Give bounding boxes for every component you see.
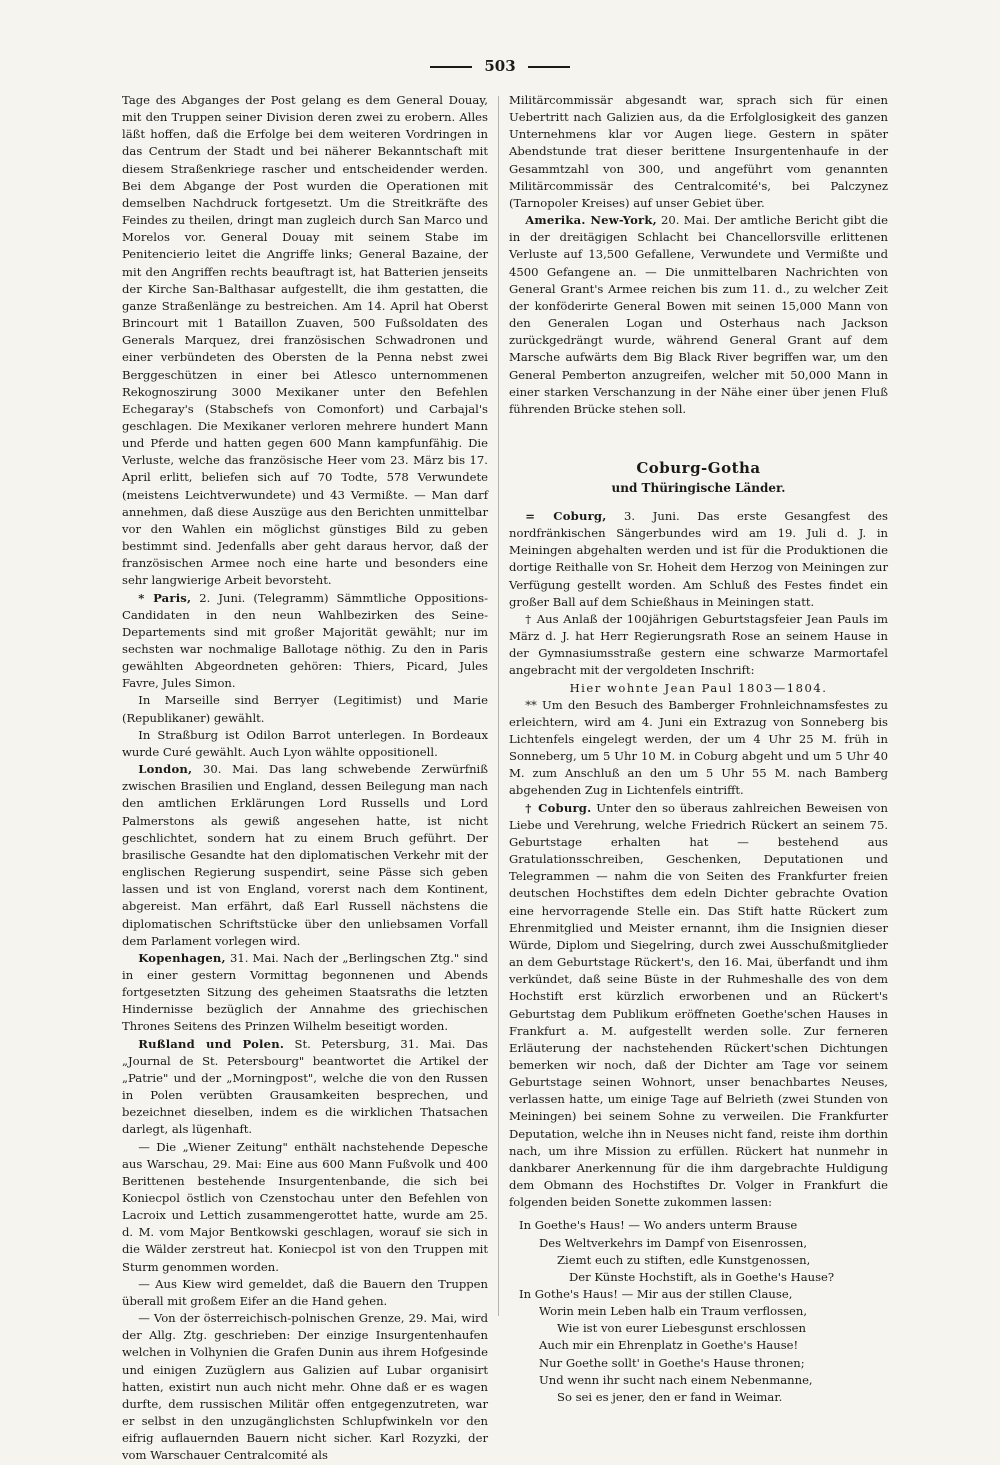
poem-line: Und wenn ihr sucht nach einem Nebenmanne,: [539, 1372, 813, 1387]
poem-line: In Gothe's Haus! — Mir aus der stillen Clause,: [519, 1287, 793, 1301]
article-paragraph: [122, 761, 488, 950]
article-text: ** Um den Besuch des Bamberger Frohnleichnamsfestes zu erleichtern, wird am 4. Juni ein Extrazug von Sonneberg bis Lichtenfels eingelegt werden, der um 4 Uhr 25 M. früh in Sonneberg, um 5 Uhr 10 M. in Coburg abgeht und um 5 Uhr 40 M. zum Anschluß an den um 5 Uhr 55 M. nach Bamberg abgehenden Zug in Lichtenfels eintrifft.: [509, 697, 888, 798]
article-paragraph: [122, 727, 488, 761]
article-text: — Von der österreichisch-polnischen Grenze, 29. Mai, wird der Allg. Ztg. geschrieben: Der einzige Insurgentenhaufen welchen in Volhynien die Grafen Dunin aus ihrem Hofgesinde und einigen Zuzüglern aus Galizien auf Lubar organisirt hatten, existirt nun auch nicht mehr. Ohne daß er es wagen durfte, dem russischen Militär offen entgegenzutreten, war er selbst in den unzugänglichsten Schlupfwinkeln vor den eifrig auflauernden Bauern nicht sicher. Karl Rozyzki, der vom Warschauer Centralcomité als: [122, 1311, 488, 1463]
article-paragraph: [509, 800, 888, 1212]
article-paragraph: [122, 1139, 488, 1276]
article-text: 3. Juni. Das erste Gesangfest des nordfränkischen Sängerbundes wird am 19. Juli d. J. in Meiningen abgehalten werden und ist für die Produktionen die dortige Reithalle von Sr. Hoheit dem Herzog von Meiningen zur Verfügung gestellt worden. Am Schluß des Festes findet ein großer Ball auf dem Schießhaus in Meiningen statt.: [509, 508, 888, 609]
article-text: In Marseille sind Berryer (Legitimist) und Marie (Republikaner) gewählt.: [122, 693, 488, 725]
section-heading-title: Coburg-Gotha: [636, 458, 761, 477]
article-dateline: Amerika. New-York,: [525, 213, 657, 228]
article-paragraph: [122, 1276, 488, 1310]
poem-line: Wie ist von eurer Liebesgunst erschlossen: [557, 1321, 806, 1336]
section-heading-subtitle: und Thüringische Länder.: [611, 480, 786, 495]
article-paragraph: [122, 692, 488, 726]
article-text: — Aus Kiew wird gemeldet, daß die Bauern den Truppen überall mit großem Eifer an die Hand gehen.: [122, 1276, 488, 1308]
article-paragraph: [122, 1310, 488, 1464]
poem-line: Ziemt euch zu stiften, edle Kunstgenossen,: [557, 1252, 811, 1267]
article-text: 31. Mai. Nach der „Berlingschen Ztg." sind in einer gestern Vormittag begonnenen und Abends fortgesetzten Sitzung des geheimen Staatsraths die letzten Hindernisse bezüglich der Annahme des griechischen Thrones Seitens des Prinzen Wilhelm beseitigt worden.: [122, 950, 488, 1034]
article-text: In Straßburg ist Odilon Barrot unterlegen. In Bordeaux wurde Curé gewählt. Auch Lyon wählte oppositionell.: [122, 727, 488, 759]
poem-line: Des Weltverkehrs im Dampf von Eisenrossen,: [539, 1235, 808, 1250]
article-text: † Aus Anlaß der 100jährigen Geburtstagsfeier Jean Pauls im März d. J. hat Herr Regierungsrath Rose an seinem Hause in der Gymnasiumsstraße gestern eine schwarze Marmortafel angebracht mit der vergoldeten Inschrift:: [509, 611, 888, 678]
article-text: 20. Mai. Der amtliche Bericht gibt die in der dreitägigen Schlacht bei Chancellorsville erlittenen Verluste auf 13,500 Gefallene, Verwundete und Vermißte und 4500 Gefangene an. — Die unmittelbaren Nachrichten von General Grant's Armee reichen bis zum 11. d., zu welcher Zeit der konföderirte General Bowen mit seinen 15,000 Mann von den Generalen Logan und Osterhaus nach Jackson zurückgedrängt wurde, während General Grant auf dem Marsche aufwärts dem Big Black River begriffen war, um den General Pemberton anzugreifen, welcher mit 50,000 Mann in einer starken Verschanzung in der Nähe einer über jenen Fluß führenden Brücke stehen soll.: [509, 213, 888, 416]
inscription-text: Hier wohnte Jean Paul 1803—1804.: [569, 680, 828, 695]
poem-line: Nur Goethe sollt' in Goethe's Hause thronen;: [539, 1355, 805, 1370]
poem-line: Worin mein Leben halb ein Traum verflossen,: [539, 1304, 808, 1319]
article-text: Unter den so überaus zahlreichen Beweisen von Liebe und Verehrung, welche Friedrich Rückert an seinem 75. Geburtstage erhalten hat — bestehend aus Gratulationsschreiben, Geschenken, Deputationen und Telegrammen — nahm die von Seiten des Frankfurter freien deutschen Hochstiftes dem edeln Dichter gebrachte Ovation eine hervorragende Stelle ein. Das Stift hatte Rückert zum Ehrenmitglied und Meister ernannt, ihm die Insignien dieser Würde, Diplom und Siegelring, durch zwei Ausschußmitglieder an dem Geburtstage Rückert's, den 16. Mai, überfandt und ihm verkündet, daß seine Büste in der Ruhmeshalle des von dem Hochstift erst kürzlich erworbenen und an Rückert's Geburtstag dem Publikum eröffneten Goethe'schen Hauses in Frankfurt a. M. aufgestellt werden solle. Zur ferneren Erläuterung der nachstehenden Rückert'schen Dichtungen bemerken wir noch, daß der Dichter am Tage vor seinem Geburtstage seinen Wohnort, unser benachbartes Neuses, verlassen hatte, um einige Tage auf Belrieth (zwei Stunden von Meiningen) bei seinem Sohne zu verweilen. Die Frankfurter Deputation, welche ihn in Neuses nicht fand, reiste ihm dorthin nach, um ihre Mission zu erfüllen. Rückert hat nunmehr in dankbarer Anerkennung für die ihm dargebrachte Huldigung dem Obmann des Hochstiftes Dr. Volger in Frankfurt die folgenden beiden Sonette zukommen lassen:: [509, 800, 888, 1210]
article-paragraph: [122, 950, 488, 1036]
article-text: 30. Mai. Das lang schwebende Zerwürfniß zwischen Brasilien und England, dessen Beilegung man nach den amtlichen Erklärungen Lord Russells und Lord Palmerstons als gewiß angesehen hatte, ist nicht geschlichtet, sondern hat zu einem Bruch geführt. Der brasilische Gesandte hat den diplomatischen Verkehr mit der englischen Regierung suspendirt, seine Pässe sich geben lassen und ist von England, vorerst nach dem Kontinent, abgereist. Man erfährt, daß Earl Russell nächstens die diplomatischen Schriftstücke über den unliebsamen Vorfall dem Parlament vorlegen wird.: [122, 762, 488, 948]
article-dateline: Kopenhagen,: [138, 950, 226, 965]
article-dateline: † Coburg.: [525, 800, 592, 815]
poem-line: Der Künste Hochstift, als in Goethe's Hause?: [569, 1269, 835, 1284]
page-number: 503: [0, 57, 1000, 75]
poem-line: In Goethe's Haus! — Wo anders unterm Brause: [519, 1218, 798, 1233]
article-text: — Die „Wiener Zeitung" enthält nachstehende Depesche aus Warschau, 29. Mai: Eine aus 600 Mann Fußvolk und 400 Berittenen bestehende Insurgentenbande, die sich bei Koniecpol östlich von Czenstochau unter den Befehlen von Lacroix und Lettich zusammengerottet hatte, wurde am 25. d. M. vom Major Bentkowski geschlagen, worauf sie sich in die Wälder zerstreut hat. Koniecpol ist von den Truppen mit Sturm genommen worden.: [122, 1139, 488, 1274]
article-paragraph: [122, 1036, 488, 1139]
article-text: 2. Juni. (Telegramm) Sämmtliche Oppositions-Candidaten in den neun Wahlbezirken des Seine-Departements sind mit großer Majorität gewählt; nur im sechsten war nochmalige Ballotage nöthig. Zu den in Paris gewählten Abgeordneten gehören: Thiers, Picard, Jules Favre, Jules Simon.: [122, 590, 488, 691]
section-heading: [509, 458, 888, 498]
article-paragraph: [122, 590, 488, 693]
article-text: Militärcommissär abgesandt war, sprach sich für einen Uebertritt nach Galizien aus, da die Erfolglosigkeit des ganzen Unternehmens klar vor Augen liege. Gestern in später Abendstunde trat dieser berittene Insurgentenhaufe in der Gesammtzahl von 300, und angeführt vom genannten Militärcommissär des Centralcomité's, bei Palczynez (Tarnopoler Kreises) auf unser Gebiet über.: [509, 93, 888, 210]
article-dateline: Rußland und Polen.: [138, 1036, 285, 1051]
left-column: [122, 92, 488, 1463]
article-text: Tage des Abganges der Post gelang es dem General Douay, mit den Truppen seiner Division deren zwei zu erobern. Alles läßt hoffen, daß die Erfolge bei dem weiteren Vordringen in das Centrum der Stadt und bei näherer Bekanntschaft mit diesem Straßenkriege rascher und entscheidender werden. Bei dem Abgange der Post wurden die Operationen mit demselben Nachdruck fortgesetzt. Um die Streitkräfte des Feindes zu theilen, dringt man zugleich durch San Marco und Morelos vor. General Douay mit seinem Stabe im Penitencierio leitet die Angriffe links; General Bazaine, der mit den Angriffen rechts beauftragt ist, hat Batterien jenseits der Kirche San-Balthasar aufgestellt, die ihm gestatten, die ganze Straßenlänge zu bestreichen. Am 14. April hat Oberst Brincourt mit 1 Bataillon Zuaven, 500 Fußsoldaten des Generals Marquez, drei französischen Schwadronen und einer verbündeten des Obersten de la Penna nebst zwei Berggeschützen in einer bei Atlesco unternommenen Rekognoszirung 3000 Mexikaner unter den Befehlen Echegaray's (Stabschefs von Comonfort) und Carbajal's geschlagen. Die Mexikaner verloren mehrere hundert Mann und Pferde und hatten gegen 600 Mann kampfunfähig. Die Verluste, welche das französische Heer vom 23. März bis 17. April erlitt, beliefen sich auf 70 Todte, 578 Verwundete (meistens Leichtverwundete) und 43 Vermißte. — Man darf annehmen, daß diese Auszüge aus den Berichten unmittelbar vor den Wahlen ein möglichst günstiges Bild zu geben bestimmt sind. Jedenfalls aber geht daraus hervor, daß der französischen Armee noch eine harte und besonders eine sehr langwierige Arbeit bevorsteht.: [122, 93, 488, 588]
article-text: St. Petersburg, 31. Mai. Das „Journal de St. Petersbourg" beantwortet die Artikel der „Patrie" und der „Morningpost", welche die von den Russen in Polen verübten Grausamkeiten besprechen, und bezeichnet dieselben, indem es die wirklichen Thatsachen darlegt, als lügenhaft.: [122, 1036, 488, 1137]
article-paragraph: [509, 92, 888, 212]
article-dateline: * Paris,: [138, 590, 192, 605]
poem-line: Auch mir ein Ehrenplatz in Goethe's Hause!: [539, 1338, 799, 1353]
article-paragraph: [122, 92, 488, 590]
article-dateline: London,: [138, 762, 193, 777]
poem-line: So sei es jener, den er fand in Weimar.: [557, 1389, 783, 1404]
article-paragraph: [509, 611, 888, 680]
article-paragraph: [509, 508, 888, 611]
article-paragraph: [509, 697, 888, 800]
sonnet: [519, 1217, 888, 1406]
column-divider: [498, 96, 499, 1316]
article-paragraph: [509, 212, 888, 418]
right-column: [509, 92, 888, 1404]
article-dateline: = Coburg,: [525, 508, 607, 523]
